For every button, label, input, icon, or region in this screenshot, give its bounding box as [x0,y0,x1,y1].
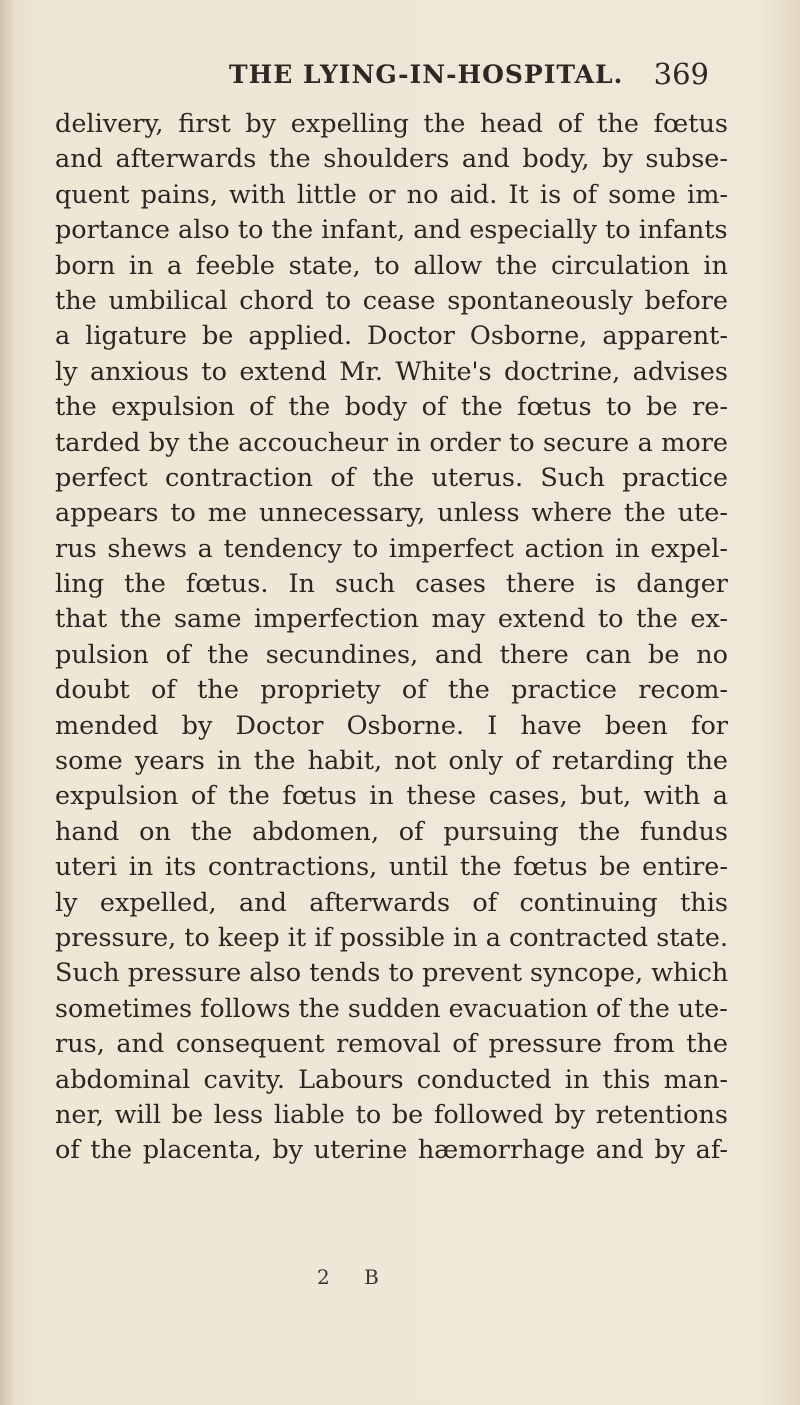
text-line: doubt of the propriety of the practice recom- [55,675,728,706]
text-line: Such pressure also tends to prevent syncope, which [55,958,729,989]
text-line: ner, will be less liable to be followed by retentions [55,1099,728,1130]
text-line: mended by Doctor Osborne. I have been for [55,710,728,741]
text-line: rus shews a tendency to imperfect action in expel- [55,533,728,564]
body-text [55,107,728,1169]
page-gutter-shadow [0,0,14,1405]
text-line: quent pains, with little or no aid. It is of some im- [55,179,728,210]
text-line: hand on the abdomen, of pursuing the fundus [55,816,728,847]
running-title: THE LYING-IN-HOSPITAL. [229,60,624,89]
text-line: ly expelled, and afterwards of continuing this [55,887,728,918]
text-line: the umbilical chord to cease spontaneously before [55,285,728,316]
text-line: a ligature be applied. Doctor Osborne, apparent- [55,321,728,352]
text-line: that the same imperfection may extend to the ex- [55,604,728,635]
text-line: abdominal cavity. Labours conducted in this man- [55,1064,728,1095]
text-line: born in a feeble state, to allow the circulation in [55,250,728,281]
text-line: of the placenta, by uterine hæmorrhage and by af- [55,1135,728,1166]
text-line: and afterwards the shoulders and body, by subse- [55,144,728,175]
text-line: ling the fœtus. In such cases there is danger [55,569,728,600]
text-line: pressure, to keep it if possible in a contracted state. [55,922,729,953]
text-line: delivery, first by expelling the head of the fœtus [55,109,728,139]
text-line: ly anxious to extend Mr. White's doctrine, advises [55,356,728,387]
text-line: portance also to the infant, and especially to infants [55,215,728,246]
text-line: expulsion of the fœtus in these cases, but, with a [55,781,728,812]
text-line: the expulsion of the body of the fœtus to be re- [55,392,728,423]
text-line: some years in the habit, not only of retarding the [55,746,728,777]
text-line: tarded by the accoucheur in order to secure a more [55,427,728,458]
page-number: 369 [653,57,709,91]
text-line: uteri in its contractions, until the fœtus be entire- [55,852,728,883]
text-line: appears to me unnecessary, unless where the ute- [55,498,728,529]
signature-mark: 2 B [317,1265,393,1289]
text-line: sometimes follows the sudden evacuation of the ute- [55,993,728,1024]
running-head [229,57,709,100]
text-line: rus, and consequent removal of pressure from the [55,1029,728,1060]
text-line: pulsion of the secundines, and there can be no [55,639,728,670]
text-line: perfect contraction of the uterus. Such practice [55,462,728,493]
